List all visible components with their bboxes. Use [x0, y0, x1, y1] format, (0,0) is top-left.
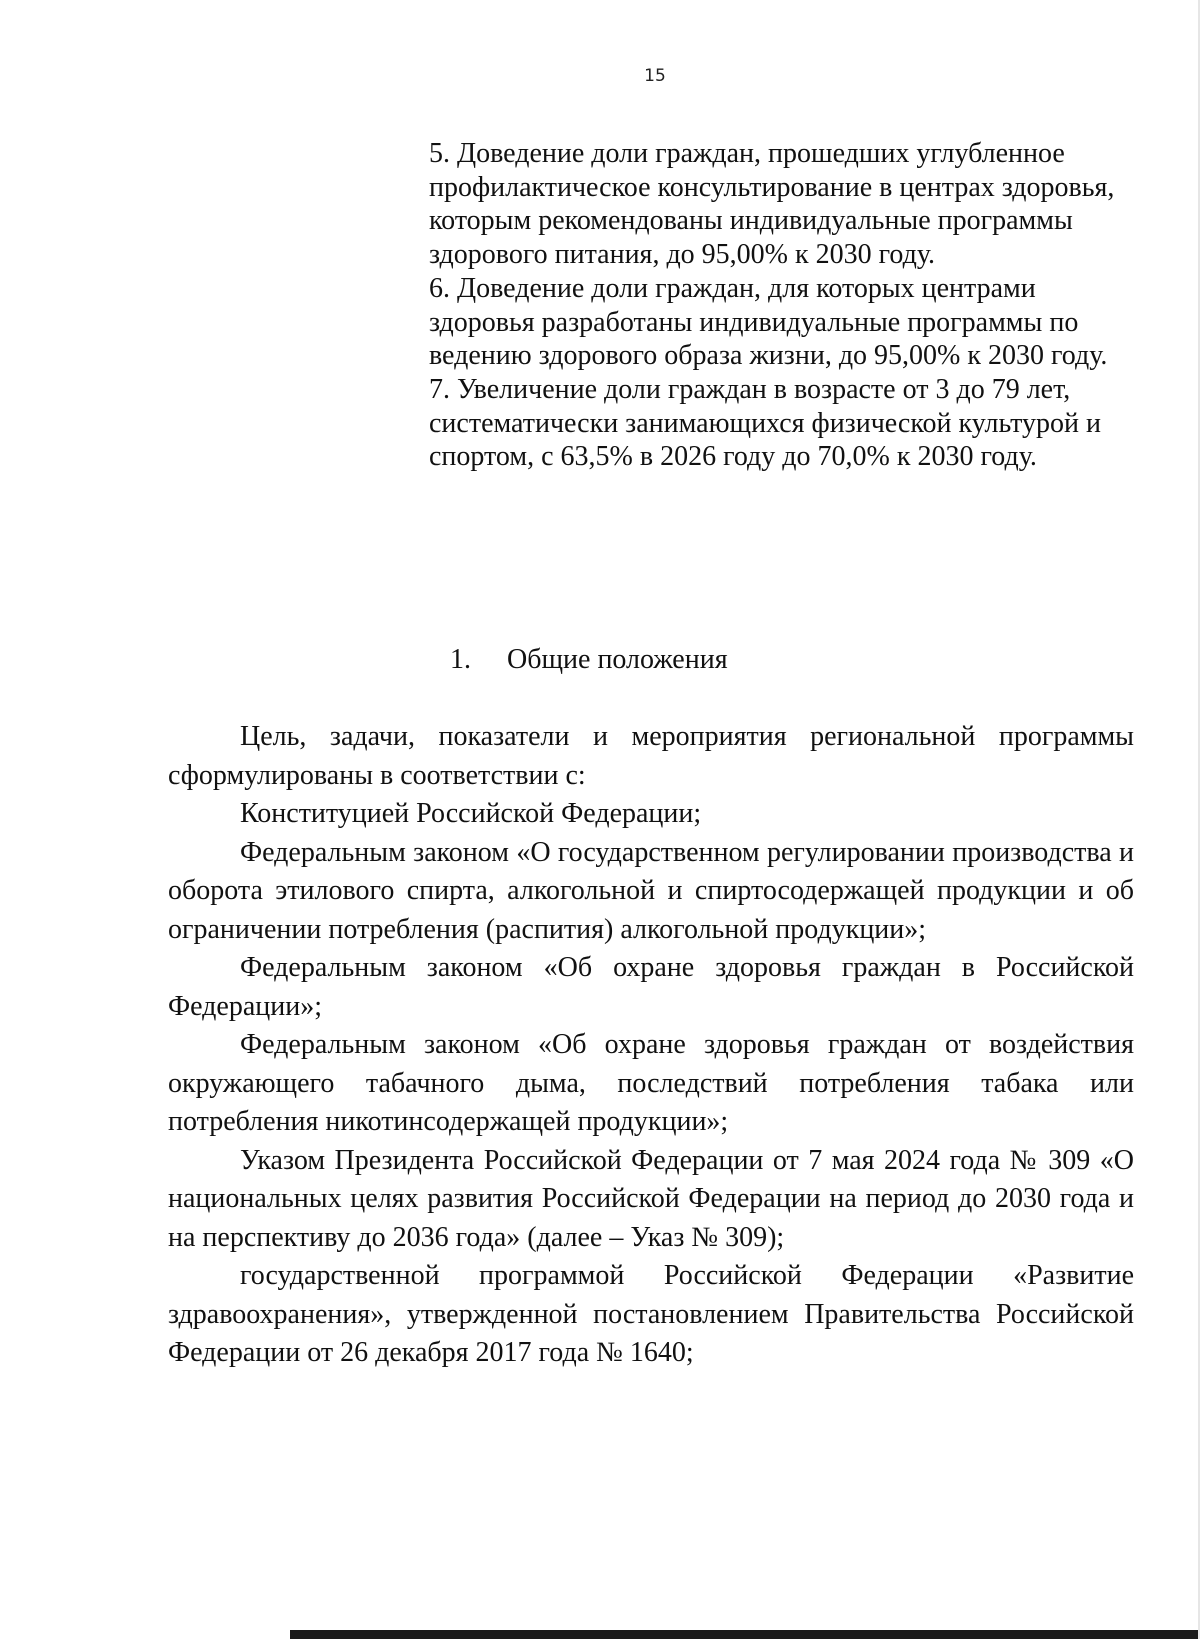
paragraph-intro: Цель, задачи, показатели и мероприятия региональной программы сформулированы в соответствии с:	[168, 721, 1134, 791]
paragraph-presidential-decree: Указом Президента Российской Федерации от 7 мая 2024 года № 309 «О национальных целях развития Российской Федерации на период до 2030 года и на перспективу до 2036 года» (далее – Указ № 309);	[168, 1144, 1134, 1253]
paragraph-constitution: Конституцией Российской Федерации;	[240, 798, 702, 829]
paragraph-state-program: государственной программой Российской Федерации «Развитие здравоохранения», утвержденной постановлением Правительства Российской Федерации от 26 декабря 2017 года № 1640;	[168, 1260, 1134, 1368]
body-text	[168, 718, 1134, 1373]
paragraph-health-law: Федеральным законом «Об охране здоровья граждан в Российской Федерации»;	[168, 952, 1134, 1022]
page-number: 15	[644, 66, 666, 86]
scan-bottom-edge	[290, 1630, 1200, 1639]
section-heading	[450, 643, 728, 677]
goal-item-5: 5. Доведение доли граждан, прошедших углубленное профилактическое консультирование в центрах здоровья, которым рекомендованы индивидуальные программы здорового питания, до 95,00% к 2030 году.	[429, 138, 1115, 271]
paragraph-alcohol-law: Федеральным законом «О государственном регулировании производства и оборота этилового спирта, алкогольной и спиртосодержащей продукции и об ограничении потребления (распития) алкогольной продукции»;	[168, 836, 1134, 945]
section-title: Общие положения	[507, 644, 728, 675]
goal-item-6: 6. Доведение доли граждан, для которых центрами здоровья разработаны индивидуальные программы по ведению здорового образа жизни, до 95,00% к 2030 году.	[429, 272, 1108, 372]
section-number: 1.	[450, 644, 471, 675]
goals-list	[429, 137, 1119, 474]
goal-item-7: 7. Увеличение доли граждан в возрасте от 3 до 79 лет, систематически занимающихся физической культурой и спортом, с 63,5% в 2026 году до 70,0% к 2030 году.	[429, 373, 1102, 473]
paragraph-tobacco-law: Федеральным законом «Об охране здоровья граждан от воздействия окружающего табачного дыма, последствий потребления табака или потребления никотинсодержащей продукции»;	[168, 1029, 1134, 1137]
